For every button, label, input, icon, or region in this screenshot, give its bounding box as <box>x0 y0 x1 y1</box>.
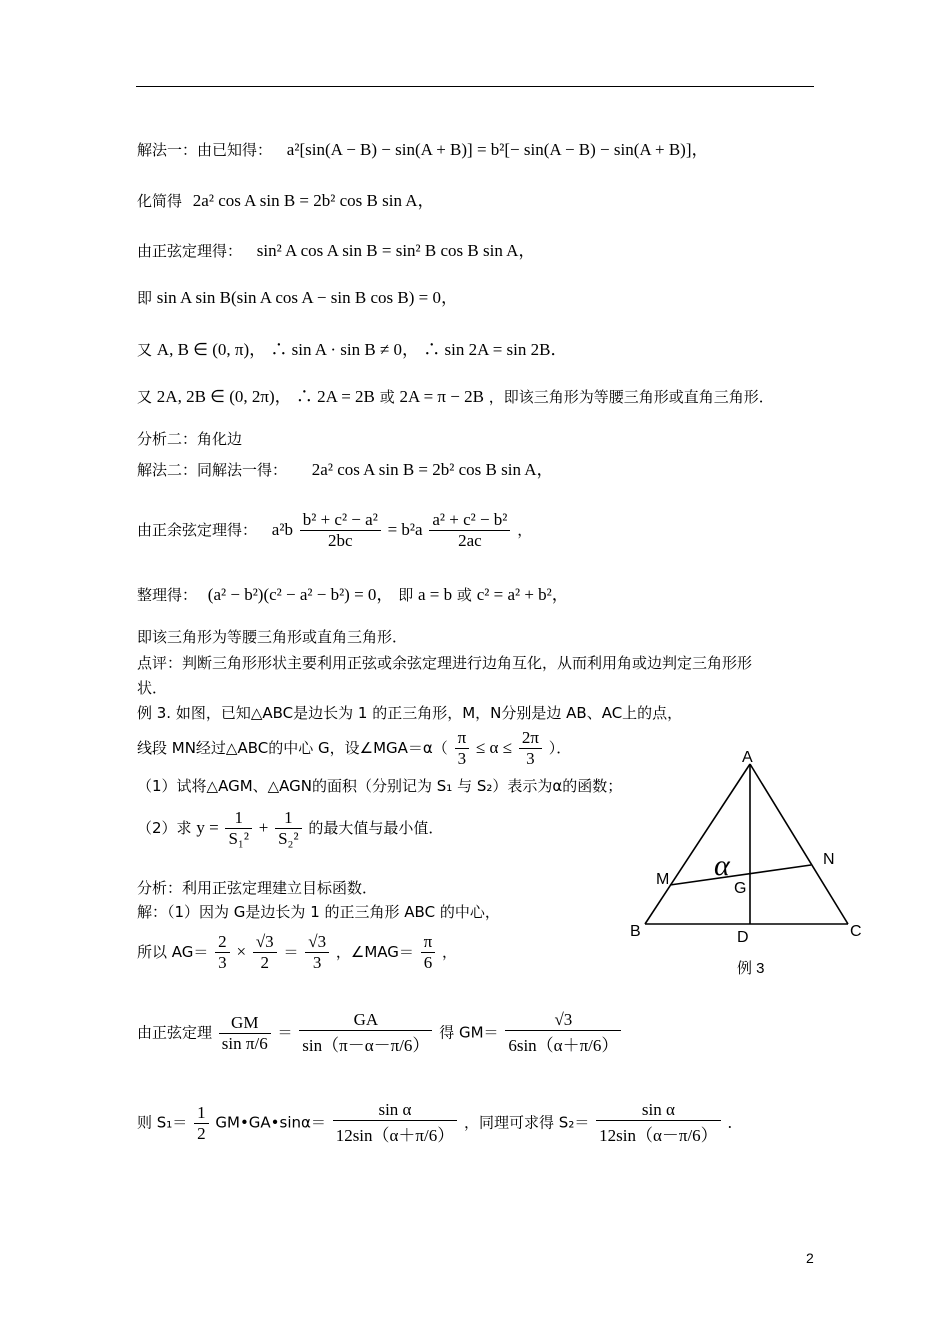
text: 由正弦定理得： <box>137 242 243 260</box>
fraction <box>429 510 510 551</box>
denominator: 3 <box>312 953 322 972</box>
line-7: 分析二：角化边 <box>137 430 243 448</box>
text: ． <box>727 1113 743 1132</box>
numerator: 2π <box>519 728 542 749</box>
denominator: sin π/6 <box>221 1033 268 1053</box>
numerator: sin α <box>333 1100 458 1121</box>
line-20 <box>137 932 457 973</box>
line-14: 例 3. 如图，已知△ABC是边长为 1 的正三角形，M，N分别是边 AB、AC上的点， <box>137 704 683 722</box>
text: 解法一：由已知得： <box>137 141 273 159</box>
label-c: C <box>850 923 862 940</box>
denominator: 2ac <box>458 531 482 550</box>
formula: c² = a² + b²， <box>476 585 569 604</box>
line-3 <box>137 236 535 261</box>
header-rule <box>136 86 814 87</box>
formula: 2A, 2B ∈ (0, 2π)， ∴ 2A = 2B <box>156 387 375 406</box>
denominator: S₁² <box>228 829 249 848</box>
formula: × <box>236 942 247 961</box>
text: 即 <box>137 289 153 307</box>
fraction <box>275 808 301 849</box>
line-17 <box>137 808 443 849</box>
text: ）． <box>548 739 572 757</box>
text: 整理得： <box>137 586 198 604</box>
numerator: GM <box>219 1013 271 1034</box>
text: 的最大值与最小值． <box>308 819 444 837</box>
line-8 <box>137 455 554 480</box>
formula: 2A = π − 2B <box>399 387 484 406</box>
line-21 <box>137 1010 623 1056</box>
denominator: 3 <box>457 749 467 768</box>
fraction <box>219 1013 271 1054</box>
formula: a²[sin(A − B) − sin(A + B)] = b²[− sin(A − B) − sin(A + B)]， <box>286 140 709 159</box>
fraction <box>519 728 542 769</box>
line-6 <box>137 382 774 407</box>
denominator: 12sin（α＋π/6） <box>335 1126 455 1145</box>
text: ，同理可求得 S₂＝ <box>464 1113 590 1132</box>
side-ac <box>750 764 848 924</box>
formula: sin² A cos A sin B = sin² B cos B sin A， <box>256 241 536 260</box>
line-10 <box>137 580 569 605</box>
numerator: π <box>455 728 470 749</box>
denominator: 12sin（α－π/6） <box>599 1126 718 1145</box>
fraction <box>305 932 329 973</box>
label-b: B <box>630 923 641 940</box>
fraction <box>300 510 381 551</box>
formula: ≤ α ≤ <box>475 738 513 757</box>
denominator: 2 <box>197 1123 206 1143</box>
formula: 2a² cos A sin B = 2b² cos B sin A， <box>192 191 435 210</box>
label-n: N <box>823 851 835 868</box>
line-2 <box>137 186 435 211</box>
fraction <box>215 932 230 973</box>
line-4 <box>137 283 458 308</box>
label-m: M <box>656 871 670 888</box>
line-22 <box>137 1100 742 1146</box>
figure-caption: 例 3 <box>737 960 765 977</box>
fraction <box>299 1010 432 1056</box>
line-15 <box>137 728 571 769</box>
numerator: √3 <box>505 1010 621 1031</box>
text: 或 <box>379 388 395 406</box>
label-d: D <box>737 929 749 946</box>
label-a: A <box>742 749 753 766</box>
formula: A, B ∈ (0, π)， ∴ sin A · sin B ≠ 0， ∴ sin 2A = sin 2B． <box>156 340 568 359</box>
text: （2）求 <box>137 819 192 837</box>
line-1 <box>137 135 709 160</box>
angle-alpha-label: α <box>714 849 730 882</box>
formula: a = b <box>418 585 453 604</box>
line-16: （1）试将△AGM、△AGN的面积（分别记为 S₁ 与 S₂）表示为α的函数； <box>137 777 623 795</box>
line-19: 解：（1）因为 G是边长为 1 的正三角形 ABC 的中心， <box>137 903 500 921</box>
fraction <box>505 1010 621 1056</box>
text: ， <box>442 943 458 961</box>
numerator: 1 <box>225 808 251 829</box>
formula: (a² − b²)(c² − a² − b²) = 0， <box>207 585 394 604</box>
line-5 <box>137 335 567 360</box>
text: ＝ <box>283 943 299 961</box>
formula: + <box>258 818 269 837</box>
denominator: S₂² <box>278 829 299 848</box>
fraction <box>455 728 470 769</box>
denominator: sin（π－α－π/6） <box>302 1036 430 1055</box>
text: 化简得 <box>137 192 183 210</box>
text: 线段 MN经过△ABC的中心 G，设∠MGA＝α（ <box>137 739 448 757</box>
fraction <box>596 1100 721 1146</box>
text: 即 <box>398 586 414 604</box>
text: GM•GA•sinα＝ <box>215 1113 326 1132</box>
line-12: 点评：判断三角形形状主要利用正弦或余弦定理进行边角互化，从而利用角或边判定三角形形 <box>137 654 753 672</box>
fraction <box>225 808 251 849</box>
text: ＝ <box>277 1023 293 1042</box>
formula: sin A sin B(sin A cos A − sin B cos B) = 0， <box>156 288 458 307</box>
numerator: a² + c² − b² <box>429 510 510 531</box>
numerator: b² + c² − a² <box>300 510 381 531</box>
text: 解法二：同解法一得： <box>137 461 288 479</box>
denominator: 2bc <box>327 531 353 550</box>
line-11: 即该三角形为等腰三角形或直角三角形． <box>137 628 408 646</box>
page-number: 2 <box>806 1250 814 1266</box>
denominator: 6 <box>423 953 433 972</box>
text: ，∠MAG＝ <box>335 943 414 961</box>
fraction <box>194 1103 209 1144</box>
numerator: √3 <box>305 932 329 953</box>
text: 或 <box>456 586 472 604</box>
triangle-figure <box>618 742 878 952</box>
fraction <box>333 1100 458 1146</box>
formula: a²b <box>271 520 293 539</box>
text: 得 GM＝ <box>439 1023 499 1042</box>
side-ab <box>645 764 750 924</box>
denominator: 3 <box>218 953 227 972</box>
numerator: 1 <box>275 808 301 829</box>
denominator: 2 <box>260 953 269 972</box>
text: 由正余弦定理得： <box>137 521 258 539</box>
denominator: 3 <box>526 749 535 768</box>
text: ，即该三角形为等腰三角形或直角三角形． <box>488 388 774 406</box>
numerator: sin α <box>596 1100 721 1121</box>
numerator: 1 <box>194 1103 209 1124</box>
fraction <box>253 932 277 973</box>
text: 又 <box>137 341 153 359</box>
text: 则 S₁＝ <box>137 1113 188 1132</box>
numerator: 2 <box>215 932 230 953</box>
text: 所以 AG＝ <box>137 943 209 961</box>
numerator: π <box>421 932 436 953</box>
text: ， <box>517 521 533 539</box>
text: 又 <box>137 388 153 406</box>
formula: = b²a <box>387 520 423 539</box>
formula: y = <box>196 818 219 837</box>
line-18: 分析：利用正弦定理建立目标函数． <box>137 879 378 897</box>
formula: 2a² cos A sin B = 2b² cos B sin A， <box>311 460 554 479</box>
numerator: GA <box>299 1010 432 1031</box>
denominator: 6sin（α＋π/6） <box>508 1036 619 1055</box>
label-g: G <box>734 880 747 897</box>
line-13: 状． <box>137 679 168 697</box>
fraction <box>421 932 436 973</box>
line-9 <box>137 510 532 551</box>
text: 由正弦定理 <box>137 1023 213 1042</box>
numerator: √3 <box>253 932 277 953</box>
